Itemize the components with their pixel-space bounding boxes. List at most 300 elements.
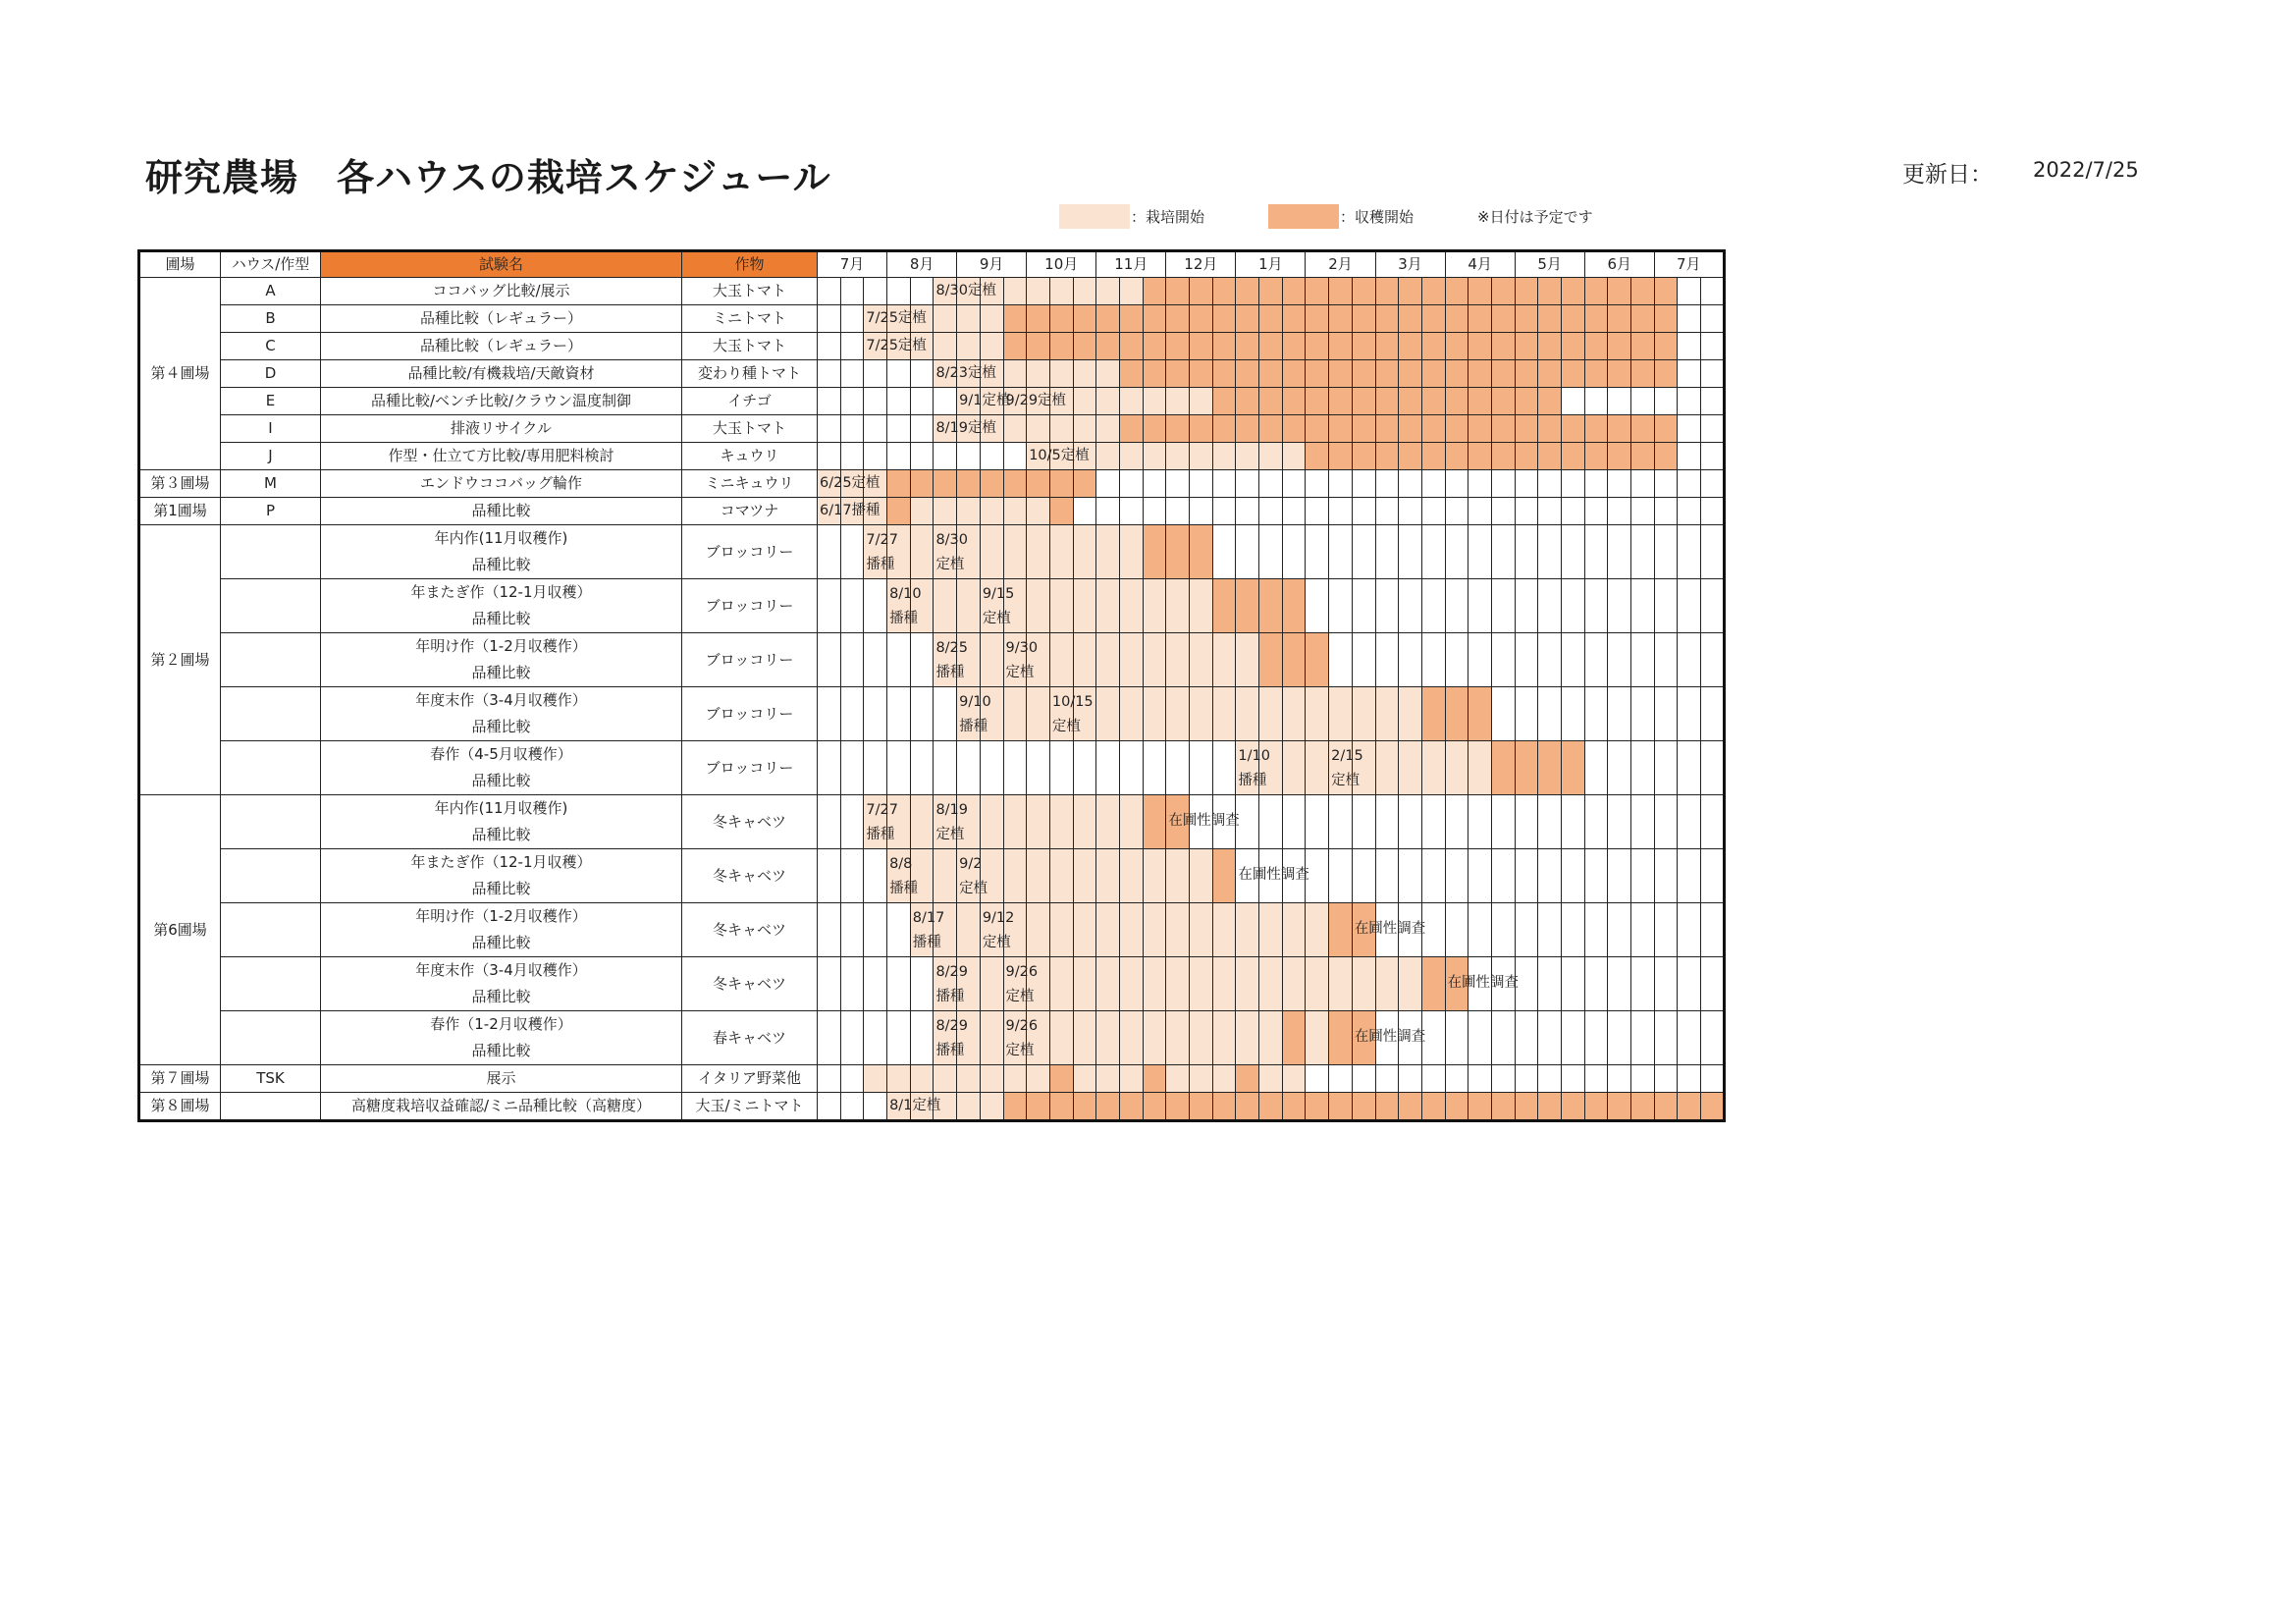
schedule-cell	[1212, 415, 1236, 443]
schedule-cell	[840, 579, 864, 633]
schedule-cell	[934, 633, 968, 687]
schedule-cell	[1584, 903, 1608, 957]
schedule-cell	[1631, 498, 1655, 525]
schedule-cell	[1003, 1093, 1027, 1121]
schedule-cell	[1143, 1093, 1166, 1121]
schedule-cell	[1329, 1011, 1353, 1065]
schedule-cell	[1701, 957, 1725, 1011]
schedule-cell	[910, 903, 945, 957]
schedule-cell	[1562, 633, 1585, 687]
note-action: 定植	[935, 556, 965, 572]
schedule-cell	[1096, 278, 1120, 305]
schedule-cell	[818, 903, 841, 957]
schedule-cell	[1515, 687, 1538, 741]
schedule-cell	[1701, 1011, 1725, 1065]
schedule-cell	[1003, 415, 1027, 443]
schedule-cell	[1538, 415, 1562, 443]
trial-name	[321, 360, 682, 388]
schedule-cell	[1190, 415, 1213, 443]
schedule-cell	[1631, 415, 1655, 443]
column-header-house: ハウス/作型	[221, 251, 321, 278]
schedule-cell	[1538, 470, 1562, 498]
schedule-cell	[818, 525, 841, 579]
schedule-cell	[1143, 360, 1166, 388]
schedule-cell	[1003, 849, 1027, 903]
schedule-cell	[1212, 278, 1236, 305]
schedule-row	[139, 795, 1725, 849]
note-label: 9/1定植	[959, 392, 1011, 408]
schedule-cell	[1468, 360, 1492, 388]
schedule-cell	[1329, 415, 1353, 443]
schedule-cell	[1654, 278, 1678, 305]
schedule-cell	[1259, 498, 1283, 525]
note-action: 播種	[912, 934, 941, 950]
house-name	[221, 849, 321, 903]
schedule-cell	[1445, 278, 1468, 305]
schedule-cell	[1119, 470, 1143, 498]
schedule-row	[139, 633, 1725, 687]
schedule-cell	[1515, 579, 1538, 633]
schedule-cell	[1491, 1065, 1515, 1093]
schedule-cell	[1399, 741, 1422, 795]
schedule-cell	[1003, 741, 1027, 795]
note-label: 8/30定植	[935, 282, 996, 298]
schedule-cell	[1073, 1011, 1096, 1065]
schedule-cell	[1352, 903, 1426, 957]
schedule-cell	[1166, 687, 1190, 741]
schedule-cell	[1282, 360, 1306, 388]
schedule-cell	[1190, 957, 1213, 1011]
schedule-cell	[1259, 903, 1283, 957]
schedule-cell	[1584, 470, 1608, 498]
schedule-cell	[1119, 415, 1143, 443]
schedule-cell	[1306, 741, 1329, 795]
schedule-cell	[1003, 388, 1067, 415]
schedule-cell	[1538, 498, 1562, 525]
note-action: 定植	[1051, 718, 1081, 734]
trial-name	[321, 579, 682, 633]
schedule-cell	[1701, 903, 1725, 957]
schedule-cell	[1143, 333, 1166, 360]
schedule-cell	[1073, 795, 1096, 849]
schedule-cell	[1375, 443, 1399, 470]
trial-name	[321, 333, 682, 360]
schedule-cell	[1421, 388, 1445, 415]
note-date: 7/27	[866, 802, 898, 819]
schedule-cell	[887, 1065, 911, 1093]
schedule-cell	[1212, 305, 1236, 333]
schedule-cell	[1584, 443, 1608, 470]
schedule-cell	[1166, 849, 1190, 903]
note-action: 定植	[1331, 772, 1361, 788]
schedule-cell	[1212, 741, 1236, 795]
schedule-cell	[1491, 470, 1515, 498]
schedule-cell	[1468, 305, 1492, 333]
schedule-cell	[1003, 305, 1027, 333]
schedule-cell	[1096, 957, 1120, 1011]
schedule-row	[139, 360, 1725, 388]
schedule-cell	[1282, 333, 1306, 360]
legend-planting-swatch	[1059, 204, 1130, 229]
schedule-cell	[1119, 795, 1143, 849]
schedule-cell	[1562, 443, 1585, 470]
schedule-cell	[1445, 849, 1468, 903]
crop-name: ブロッコリー	[682, 633, 818, 687]
schedule-cell	[934, 333, 957, 360]
schedule-cell	[818, 795, 841, 849]
trial-line: 年明け作（1-2月収穫作）	[415, 907, 587, 925]
schedule-cell	[910, 525, 934, 579]
schedule-cell	[1399, 687, 1422, 741]
schedule-cell	[1096, 633, 1120, 687]
schedule-cell	[957, 741, 981, 795]
schedule-cell	[1399, 305, 1422, 333]
schedule-cell	[1375, 415, 1399, 443]
note-date: 8/19	[935, 802, 968, 819]
schedule-cell	[1701, 360, 1725, 388]
trial-name	[321, 415, 682, 443]
schedule-cell	[957, 1065, 981, 1093]
field-name: 第1圃場	[139, 498, 221, 525]
month-header: 7月	[818, 251, 887, 278]
schedule-cell	[1352, 333, 1375, 360]
schedule-cell	[1212, 470, 1236, 498]
schedule-cell	[1352, 687, 1375, 741]
schedule-cell	[1399, 525, 1422, 579]
note-label: 在圃性調査	[1447, 975, 1520, 992]
month-header: 10月	[1027, 251, 1096, 278]
schedule-cell	[1236, 687, 1259, 741]
schedule-cell	[1654, 957, 1678, 1011]
schedule-cell	[1073, 470, 1096, 498]
schedule-cell	[1445, 903, 1468, 957]
schedule-cell	[1259, 333, 1283, 360]
schedule-cell	[1259, 305, 1283, 333]
page-title: 研究農場 各ハウスの栽培スケジュール	[145, 156, 831, 199]
note-action: 播種	[866, 556, 895, 572]
schedule-cell	[910, 1011, 934, 1065]
schedule-cell	[1701, 687, 1725, 741]
month-header: 5月	[1515, 251, 1584, 278]
schedule-cell	[1608, 333, 1631, 360]
schedule-cell	[1538, 1065, 1562, 1093]
house-name	[221, 525, 321, 579]
schedule-cell	[1236, 305, 1259, 333]
schedule-cell	[1562, 525, 1585, 579]
schedule-cell	[864, 305, 927, 333]
schedule-cell	[1236, 1065, 1259, 1093]
note-action: 播種	[889, 610, 919, 626]
schedule-cell	[1515, 1065, 1538, 1093]
schedule-cell	[887, 360, 911, 388]
schedule-cell	[1608, 278, 1631, 305]
schedule-cell	[980, 795, 1003, 849]
schedule-cell	[1119, 305, 1143, 333]
schedule-cell	[1329, 1093, 1353, 1121]
schedule-cell	[934, 849, 957, 903]
schedule-cell	[1678, 849, 1701, 903]
schedule-cell	[818, 360, 841, 388]
house-name	[221, 687, 321, 741]
schedule-cell	[1584, 849, 1608, 903]
schedule-cell	[1538, 525, 1562, 579]
schedule-cell	[1468, 795, 1492, 849]
trial-line: 展示	[486, 1069, 516, 1087]
schedule-cell	[1468, 470, 1492, 498]
note-label: 8/19定植	[935, 419, 996, 436]
schedule-cell	[840, 278, 864, 305]
schedule-cell	[1096, 305, 1120, 333]
schedule-cell	[934, 415, 996, 443]
schedule-cell	[1259, 388, 1283, 415]
schedule-cell	[1027, 1093, 1050, 1121]
schedule-cell	[1329, 741, 1363, 795]
schedule-cell	[1562, 1093, 1585, 1121]
crop-name: コマツナ	[682, 498, 818, 525]
schedule-cell	[864, 388, 887, 415]
schedule-cell	[1562, 415, 1585, 443]
schedule-cell	[1538, 443, 1562, 470]
schedule-cell	[840, 360, 864, 388]
schedule-cell	[1259, 633, 1283, 687]
schedule-cell	[887, 1093, 941, 1121]
schedule-row	[139, 470, 1725, 498]
schedule-cell	[1166, 1011, 1190, 1065]
note-action: 播種	[889, 880, 919, 896]
schedule-cell	[1701, 278, 1725, 305]
schedule-cell	[840, 957, 864, 1011]
schedule-cell	[1515, 333, 1538, 360]
schedule-cell	[1212, 360, 1236, 388]
crop-name: 大玉/ミニトマト	[682, 1093, 818, 1121]
schedule-cell	[1445, 795, 1468, 849]
schedule-cell	[840, 1011, 864, 1065]
schedule-cell	[1538, 903, 1562, 957]
schedule-cell	[1096, 498, 1120, 525]
schedule-cell	[1445, 443, 1468, 470]
schedule-cell	[1562, 687, 1585, 741]
schedule-cell	[934, 470, 957, 498]
schedule-cell	[1236, 579, 1259, 633]
note-label: 8/23定植	[935, 364, 996, 381]
schedule-cell	[1073, 1093, 1096, 1121]
schedule-cell	[1631, 1011, 1655, 1065]
schedule-cell	[1329, 305, 1353, 333]
schedule-cell	[1049, 1011, 1073, 1065]
schedule-cell	[1190, 278, 1213, 305]
note-date: 9/30	[1005, 640, 1039, 657]
schedule-cell	[1282, 1065, 1306, 1093]
trial-line: 年明け作（1-2月収穫作）	[415, 637, 587, 655]
schedule-row	[139, 415, 1725, 443]
schedule-cell	[980, 1011, 1003, 1065]
schedule-cell	[1678, 1093, 1701, 1121]
schedule-cell	[1399, 278, 1422, 305]
schedule-cell	[1421, 957, 1445, 1011]
schedule-cell	[1608, 903, 1631, 957]
note-label: 6/25定植	[820, 474, 881, 491]
schedule-cell	[1538, 1011, 1562, 1065]
field-name: 第6圃場	[139, 795, 221, 1065]
schedule-cell	[957, 443, 981, 470]
crop-name: ブロッコリー	[682, 525, 818, 579]
schedule-cell	[1236, 903, 1259, 957]
schedule-cell	[934, 525, 968, 579]
schedule-cell	[1445, 1011, 1468, 1065]
schedule-cell	[1678, 633, 1701, 687]
schedule-cell	[1166, 305, 1190, 333]
schedule-cell	[980, 305, 1003, 333]
schedule-cell	[1282, 1011, 1306, 1065]
note-date: 1/10	[1238, 748, 1270, 765]
trial-name	[321, 1093, 682, 1121]
schedule-cell	[1562, 741, 1585, 795]
schedule-cell	[818, 498, 881, 525]
schedule-cell	[1375, 388, 1399, 415]
schedule-cell	[1352, 849, 1375, 903]
schedule-cell	[1678, 278, 1701, 305]
schedule-cell	[1306, 360, 1329, 388]
schedule-cell	[864, 957, 887, 1011]
schedule-cell	[818, 957, 841, 1011]
schedule-cell	[1306, 687, 1329, 741]
schedule-cell	[1538, 333, 1562, 360]
schedule-cell	[980, 470, 1003, 498]
schedule-cell	[1399, 849, 1422, 903]
schedule-cell	[1236, 360, 1259, 388]
schedule-cell	[1003, 470, 1027, 498]
schedule-cell	[1306, 525, 1329, 579]
schedule-cell	[1678, 498, 1701, 525]
trial-name	[321, 795, 682, 849]
trial-line: 品種比較	[471, 988, 531, 1005]
schedule-cell	[1491, 278, 1515, 305]
schedule-cell	[1259, 1011, 1283, 1065]
schedule-cell	[1143, 525, 1166, 579]
schedule-cell	[1468, 388, 1492, 415]
schedule-cell	[1468, 633, 1492, 687]
schedule-cell	[1259, 1093, 1283, 1121]
schedule-cell	[1562, 498, 1585, 525]
schedule-cell	[864, 333, 927, 360]
trial-line: 品種比較	[471, 772, 531, 789]
schedule-cell	[1306, 333, 1329, 360]
schedule-cell	[1049, 333, 1073, 360]
schedule-cell	[1329, 443, 1353, 470]
schedule-cell	[1212, 1011, 1236, 1065]
schedule-cell	[1445, 1093, 1468, 1121]
schedule-cell	[1399, 498, 1422, 525]
schedule-cell	[1352, 443, 1375, 470]
schedule-cell	[1399, 795, 1422, 849]
schedule-cell	[910, 443, 934, 470]
month-header: 12月	[1166, 251, 1236, 278]
schedule-cell	[864, 687, 887, 741]
schedule-cell	[1329, 278, 1353, 305]
schedule-cell	[1096, 388, 1120, 415]
schedule-cell	[1166, 741, 1190, 795]
schedule-cell	[1631, 388, 1655, 415]
schedule-cell	[1631, 443, 1655, 470]
schedule-cell	[957, 470, 981, 498]
schedule-cell	[864, 1093, 887, 1121]
schedule-row	[139, 1065, 1725, 1093]
schedule-cell	[1352, 305, 1375, 333]
schedule-cell	[1701, 633, 1725, 687]
house-name	[221, 957, 321, 1011]
schedule-cell	[1073, 741, 1096, 795]
schedule-row	[139, 579, 1725, 633]
schedule-cell	[1166, 633, 1190, 687]
schedule-cell	[1515, 1093, 1538, 1121]
trial-name	[321, 470, 682, 498]
schedule-cell	[1701, 415, 1725, 443]
schedule-cell	[1608, 1065, 1631, 1093]
schedule-cell	[1421, 741, 1445, 795]
schedule-cell	[1491, 305, 1515, 333]
schedule-cell	[1515, 741, 1538, 795]
note-date: 7/27	[866, 532, 898, 549]
schedule-cell	[840, 849, 864, 903]
schedule-cell	[1562, 795, 1585, 849]
schedule-cell	[1143, 278, 1166, 305]
schedule-cell	[1399, 633, 1422, 687]
schedule-cell	[1329, 687, 1353, 741]
schedule-cell	[934, 795, 968, 849]
schedule-cell	[1049, 525, 1073, 579]
schedule-cell	[1421, 849, 1445, 903]
schedule-cell	[1073, 498, 1096, 525]
schedule-cell	[1491, 415, 1515, 443]
crop-name: ブロッコリー	[682, 741, 818, 795]
trial-line: 品種比較	[471, 556, 531, 573]
schedule-cell	[1306, 1011, 1329, 1065]
trial-name	[321, 633, 682, 687]
schedule-cell	[1119, 525, 1143, 579]
schedule-cell	[1701, 849, 1725, 903]
schedule-cell	[1329, 633, 1353, 687]
trial-line: 年内作(11月収穫作)	[434, 799, 568, 817]
schedule-cell	[1584, 741, 1608, 795]
house-name: P	[221, 498, 321, 525]
schedule-cell	[1190, 741, 1213, 795]
schedule-cell	[1654, 1065, 1678, 1093]
schedule-cell	[1073, 1065, 1096, 1093]
schedule-cell	[1491, 1093, 1515, 1121]
field-name: 第３圃場	[139, 470, 221, 498]
schedule-cell	[1584, 579, 1608, 633]
schedule-cell	[1259, 795, 1283, 849]
schedule-cell	[840, 388, 864, 415]
note-date: 8/10	[889, 586, 922, 603]
schedule-cell	[1027, 795, 1050, 849]
schedule-cell	[1143, 305, 1166, 333]
schedule-cell	[934, 1011, 968, 1065]
schedule-cell	[1259, 278, 1283, 305]
schedule-cell	[1399, 443, 1422, 470]
schedule-cell	[840, 1065, 864, 1093]
schedule-cell	[1701, 470, 1725, 498]
schedule-cell	[1678, 957, 1701, 1011]
schedule-cell	[1190, 525, 1213, 579]
schedule-cell	[1562, 957, 1585, 1011]
schedule-cell	[1631, 633, 1655, 687]
schedule-cell	[1538, 360, 1562, 388]
schedule-cell	[1119, 957, 1143, 1011]
schedule-cell	[1631, 903, 1655, 957]
schedule-cell	[1631, 1065, 1655, 1093]
schedule-cell	[1306, 443, 1329, 470]
